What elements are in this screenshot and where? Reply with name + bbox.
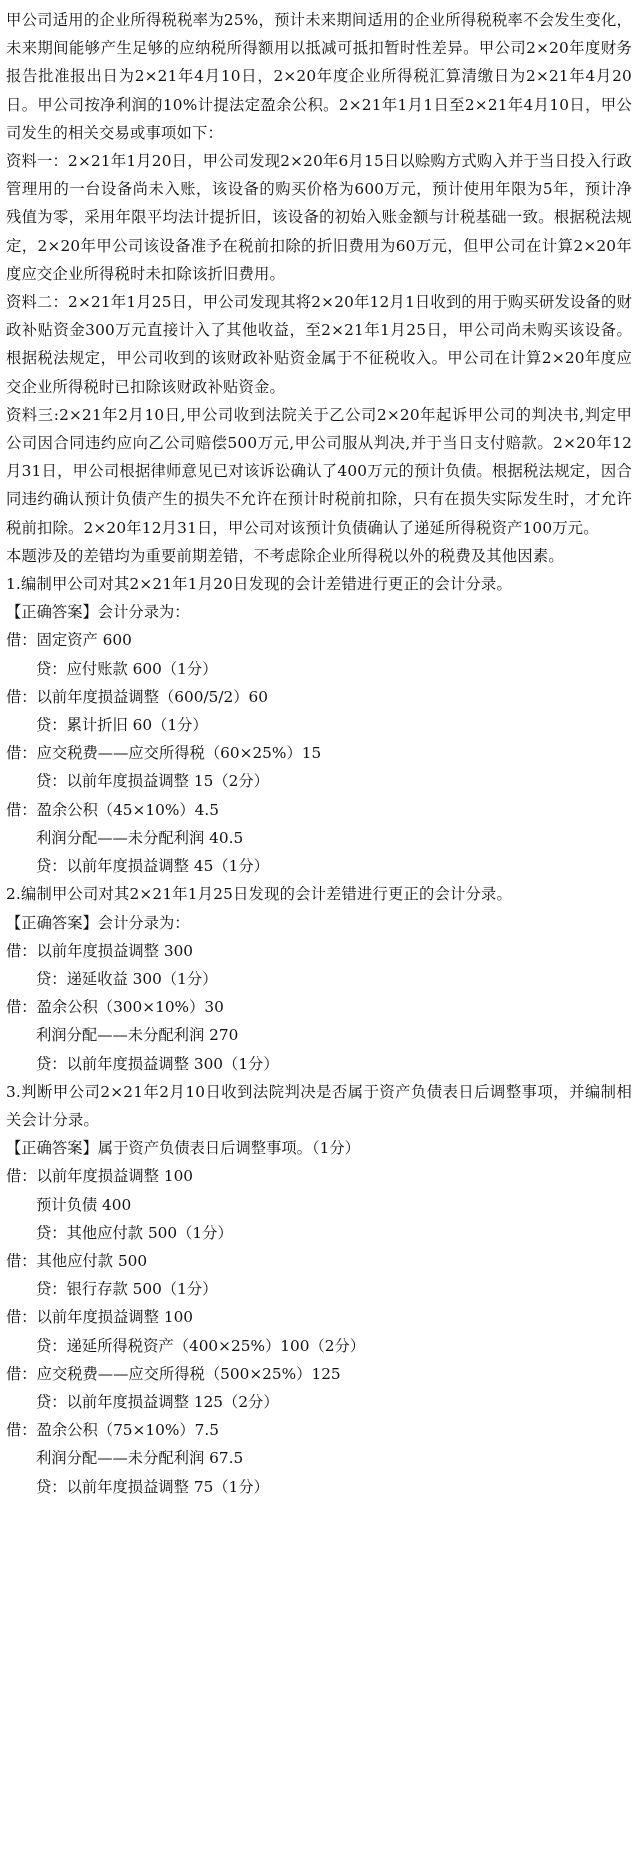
journal-entry-line: 预计负债 400	[36, 1195, 132, 1214]
intro-paragraph: 甲公司适用的企业所得税税率为25%，预计未来期间适用的企业所得税税率不会发生变化，未来期间能够产生足够的应纳税所得额用以抵减可抵扣暂时性差异。甲公司2×20年度财务报告批准报出日为2×21年4月10日，2×20年度企业所得税汇算清缴日为2×21年4月20日。甲公司按净利润的10%计提法定盈余公积。2×21年1月1日至2×21年4月10日，甲公司发生的相关交易或事项如下：	[6, 11, 632, 142]
material-two-paragraph: 资料二：2×21年1月25日，甲公司发现其将2×20年12月1日收到的用于购买研发设备的财政补贴资金300万元直接计入了其他收益，至2×21年1月25日，甲公司尚未购买该设备。根据税法规定，甲公司收到的该财政补贴资金属于不征税收入。甲公司在计算2×20年度应交企业所得税时已扣除该财政补贴资金。	[6, 293, 632, 396]
answer-tag: 【正确答案】	[6, 603, 98, 622]
answer-tag: 【正确答案】	[6, 1139, 98, 1158]
journal-entry-line: 借：以前年度损益调整 100	[6, 1167, 194, 1186]
question-1-section	[6, 570, 632, 880]
question-2-text: 2.编制甲公司对其2×21年1月25日发现的会计差错进行更正的会计分录。	[6, 885, 513, 904]
journal-entry-line: 贷：应付账款 600（1分）	[36, 659, 218, 678]
question-2-entries	[6, 937, 632, 1078]
journal-entry-line: 贷：以前年度损益调整 75（1分）	[36, 1477, 269, 1496]
question-1-entries	[6, 626, 632, 880]
question-3-section	[6, 1078, 632, 1501]
question-2-answer-line	[6, 909, 632, 937]
journal-entry-line: 借：其他应付款 500	[6, 1251, 148, 1270]
answer-tag: 【正确答案】	[6, 913, 98, 932]
question-3-entries	[6, 1162, 632, 1500]
journal-entry-line: 利润分配——未分配利润 270	[36, 1026, 239, 1045]
journal-entry-line: 借：盈余公积（45×10%）4.5	[6, 800, 219, 819]
journal-entry-line: 贷：银行存款 500（1分）	[36, 1280, 218, 1299]
journal-entry-line: 贷：以前年度损益调整 125（2分）	[36, 1392, 279, 1411]
question-3-text: 3.判断甲公司2×21年2月10日收到法院判决是否属于资产负债表日后调整事项，并编制相关会计分录。	[6, 1082, 632, 1129]
journal-entry-line: 借：盈余公积（75×10%）7.5	[6, 1421, 219, 1440]
material-three-paragraph: 资料三:2×21年2月10日,甲公司收到法院关于乙公司2×20年起诉甲公司的判决书,判定甲公司因合同违约应向乙公司赔偿500万元,甲公司服从判决,并于当日支付赔款。2×20年12月31日，甲公司根据律师意见已对该诉讼确认了400万元的预计负债。根据税法规定，因合同违约确认预计负债产生的损失不允许在预计时税前扣除，只有在损失实际发生时，才允许税前扣除。2×20年12月31日，甲公司对该预计负债确认了递延所得税资产100万元。	[6, 405, 632, 537]
journal-entry-line: 贷：以前年度损益调整 15（2分）	[36, 772, 269, 791]
journal-entry-line: 借：固定资产 600	[6, 631, 132, 650]
journal-entry-line: 贷：递延收益 300（1分）	[36, 969, 218, 988]
journal-entry-line: 贷：以前年度损益调整 45（1分）	[36, 857, 269, 876]
journal-entry-line: 借：以前年度损益调整 300	[6, 941, 194, 960]
journal-entry-line: 贷：递延所得税资产（400×25%）100（2分）	[36, 1336, 366, 1355]
journal-entry-line: 贷：以前年度损益调整 300（1分）	[36, 1054, 279, 1073]
journal-entry-line: 借：盈余公积（300×10%）30	[6, 998, 224, 1017]
note-paragraph: 本题涉及的差错均为重要前期差错，不考虑除企业所得税以外的税费及其他因素。	[6, 546, 564, 565]
journal-entry-line: 利润分配——未分配利润 67.5	[36, 1449, 244, 1468]
journal-entry-line: 贷：其他应付款 500（1分）	[36, 1223, 233, 1242]
question-1-answer-line	[6, 598, 632, 626]
journal-entry-line: 借：应交税费——应交所得税（500×25%）125	[6, 1364, 341, 1383]
answer-text: 会计分录为：	[97, 913, 190, 932]
answer-text: 会计分录为：	[97, 603, 190, 622]
question-2-section	[6, 880, 632, 1077]
material-one-paragraph: 资料一：2×21年1月20日，甲公司发现2×20年6月15日以赊购方式购入并于当日投入行政管理用的一台设备尚未入账，该设备的购买价格为600万元，预计使用年限为5年，预计净残值为零，采用年限平均法计提折旧，该设备的初始入账金额与计税基础一致。根据税法规定，2×20年甲公司该设备准予在税前扣除的折旧费用为60万元，但甲公司在计算2×20年度应交企业所得税时未扣除该折旧费用。	[6, 152, 632, 283]
answer-text: 属于资产负债表日后调整事项。（1分）	[97, 1139, 360, 1158]
question-1-text: 1.编制甲公司对其2×21年1月20日发现的会计差错进行更正的会计分录。	[6, 575, 513, 594]
journal-entry-line: 借：以前年度损益调整（600/5/2）60	[6, 687, 268, 706]
journal-entry-line: 借：以前年度损益调整 100	[6, 1308, 194, 1327]
question-3-answer-line	[6, 1134, 632, 1162]
journal-entry-line: 利润分配——未分配利润 40.5	[36, 828, 244, 847]
journal-entry-line: 借：应交税费——应交所得税（60×25%）15	[6, 744, 322, 763]
journal-entry-line: 贷：累计折旧 60（1分）	[36, 716, 208, 735]
